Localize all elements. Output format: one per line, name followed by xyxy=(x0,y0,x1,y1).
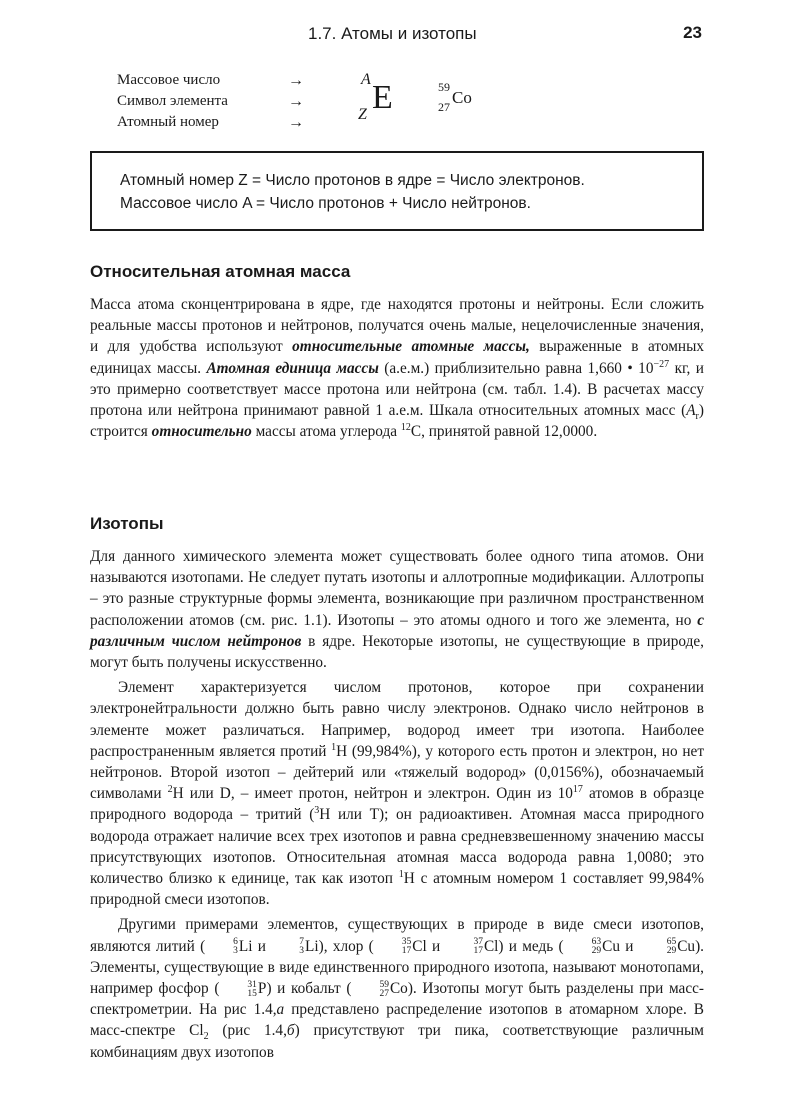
superscript: −27 xyxy=(653,358,670,370)
element-symbol: Cu xyxy=(602,937,620,955)
section-heading-isotopes: Изотопы xyxy=(90,514,164,533)
relative-mass-paragraph xyxy=(90,294,704,442)
nuclide-index xyxy=(639,938,677,956)
emphasis: Атомная единица массы xyxy=(206,359,379,377)
figure-ref-b: б xyxy=(286,1022,295,1040)
number-index: 29 xyxy=(591,946,602,957)
label-atomic-number: Атомный номер xyxy=(117,114,219,130)
number-symbol: Z xyxy=(358,106,367,123)
generic-nuclide-symbol xyxy=(356,68,416,134)
emphasis: относительно xyxy=(151,423,252,441)
notation-arrows xyxy=(288,70,304,133)
element-symbol: Li xyxy=(238,937,253,955)
arrow-right-icon: → xyxy=(288,93,304,110)
notation-labels xyxy=(117,70,228,133)
element-symbol: P xyxy=(257,980,267,998)
mass-index: 37 xyxy=(473,937,483,948)
number-index: 3 xyxy=(233,946,238,957)
text-run: атомов в образце природного водорода – тритий ( xyxy=(90,785,704,824)
text-run: представлено распределение изотопов в атомарном хлоре. В масс-спектре Cl xyxy=(90,1001,704,1040)
nuclide-index xyxy=(351,981,389,999)
paragraph xyxy=(90,546,704,673)
mass-index: 6 xyxy=(233,937,238,948)
definition-box xyxy=(90,151,704,231)
element-symbol: Li xyxy=(305,937,319,955)
text-run: и xyxy=(252,937,272,955)
example-symbol: Co xyxy=(452,88,472,107)
nuclide-index xyxy=(271,938,304,956)
text-run: ), хлор ( xyxy=(318,937,374,955)
paragraph xyxy=(90,294,704,442)
nuclide-index xyxy=(445,938,483,956)
text-run: H или T); он радиоактивен. Атомная масса природного водорода отражает наличие всех трех изотопов и равна средневзвешенному значению массы присутствующих изотопов. Относительная атомная масса водорода равна 1,0080; это количество близко к единице, так как изотоп xyxy=(90,806,705,888)
superscript: 12 xyxy=(400,422,411,434)
text-run: ). Изотопы могут быть разделены при масс-спектрометрии. На рис 1.4, xyxy=(90,980,704,1019)
emphasis: с различным числом нейтронов xyxy=(90,611,704,650)
number-index: 3 xyxy=(299,946,305,957)
number-index: 29 xyxy=(666,946,677,957)
page-number: 23 xyxy=(683,23,702,42)
mass-index: 31 xyxy=(247,979,257,990)
superscript: 3 xyxy=(314,805,320,817)
superscript: 1 xyxy=(331,741,337,753)
text-run: Масса атома сконцентрирована в ядре, где находятся протоны и нейтроны. Если сложить реальные массы протонов и нейтронов, получатся очень малые, нецелочисленные значения, и для удобства используют xyxy=(90,296,704,356)
text-run: H или D, – имеет протон, нейтрон и электрон. Один из 10 xyxy=(172,785,573,803)
number-index: 17 xyxy=(473,946,483,957)
isotopes-body xyxy=(90,546,704,1063)
mass-index: 35 xyxy=(401,937,412,948)
mass-index: 63 xyxy=(591,937,602,948)
superscript: 2 xyxy=(167,784,173,796)
mass-symbol: A xyxy=(361,71,371,88)
text-run: кг, и это примерно соответствует массе протона или нейтрона (см. табл. 1.4). В расчетах массу протона или нейтрона принимают равной 1 а.е.м. Шкала относительных атомных масс ( xyxy=(90,359,704,420)
symbol-ar: A xyxy=(686,402,696,420)
number-index: 27 xyxy=(379,988,389,999)
paragraph xyxy=(90,677,704,910)
superscript: 17 xyxy=(572,784,583,796)
text-run: (а.е.м.) приблизительно равна 1,660 • 10 xyxy=(378,359,654,377)
text-run: и xyxy=(619,937,639,955)
example-mass: 59 xyxy=(438,80,450,94)
arrow-right-icon: → xyxy=(288,114,304,131)
running-header-title: 1.7. Атомы и изотопы xyxy=(308,24,477,43)
text-run: и xyxy=(426,937,446,955)
example-number: 27 xyxy=(438,100,450,114)
mass-index: 7 xyxy=(299,937,305,948)
text-run: выраженные в атомных единицах массы. xyxy=(90,338,705,377)
text-run: массы атома углерода xyxy=(251,423,401,441)
mass-index: 65 xyxy=(666,937,677,948)
superscript: 1 xyxy=(398,868,404,880)
definition-mass-number: Массовое число A = Число протонов + Число нейтронов. xyxy=(120,195,531,212)
element-symbol: Cl xyxy=(483,937,499,955)
label-element-symbol: Символ элемента xyxy=(117,93,228,109)
definition-atomic-number: Атомный номер Z = Число протонов в ядре = Число электронов. xyxy=(120,172,585,189)
text-run: ) и кобальт ( xyxy=(266,980,352,998)
text-run: C, принятой равной 12,0000. xyxy=(410,423,598,441)
section-heading-relative-mass: Относительная атомная масса xyxy=(90,262,351,281)
text-run: H (99,984%), у которого есть протон и электрон, но нет нейтронов. Второй изотоп – дейтерий или «тяжелый водород» (0,0156%), обозначаемый символами xyxy=(90,742,704,803)
element-symbol: Cl xyxy=(412,937,427,955)
text-run: Другими примерами элементов, существующих в природе в виде смеси изотопов, являются литий ( xyxy=(90,916,704,955)
label-mass-number: Массовое число xyxy=(117,72,221,88)
text-run: ). Элементы, существующие в виде единственного природного изотопа, называют монотопами, например фосфор ( xyxy=(90,937,704,998)
number-index: 17 xyxy=(401,946,412,957)
element-symbol: Cu xyxy=(677,937,696,955)
text-run: ) и медь ( xyxy=(498,937,564,955)
element-symbol: Co xyxy=(389,980,408,998)
text-run: H с атомным номером 1 составляет 99,984% природной смеси изотопов. xyxy=(90,870,704,909)
text-run: Элемент характеризуется числом протонов, которое при сохранении электронейтральности должно быть равно числу электронов. Однако число нейтронов в элементе может различаться. Например, водород имеет три изотопа. Наиболее распространенным является протий xyxy=(90,679,704,760)
figure-ref-a: а xyxy=(276,1001,285,1019)
text-run: ) присутствуют три пика, соответствующие различным комбинациям двух изотопов xyxy=(90,1022,704,1061)
element-symbol: E xyxy=(372,79,393,116)
example-nuclide-cobalt xyxy=(438,80,498,120)
subscript: r xyxy=(695,411,699,423)
nuclide-index xyxy=(205,938,238,956)
nuclide-index xyxy=(564,938,602,956)
text-run: (рис 1.4, xyxy=(208,1022,287,1040)
number-index: 15 xyxy=(247,988,257,999)
paragraph xyxy=(90,914,704,1062)
nuclide-index xyxy=(374,938,412,956)
mass-index: 59 xyxy=(379,979,389,990)
arrow-right-icon: → xyxy=(288,72,304,89)
text-run: в ядре. Некоторые изотопы, не существующие в природе, могут быть получены искусственно. xyxy=(90,632,704,672)
emphasis: относительные атомные массы, xyxy=(292,338,530,356)
nuclide-index xyxy=(219,981,257,999)
text-run: Для данного химического элемента может существовать более одного типа атомов. Они называются изотопами. Не следует путать изотопы и аллотропные модификации. Аллотропы – это разные структурные формы элемента, возникающие при различном пространственном расположении атомов (см. рис. 1.1). Изотопы – это атомы одного и того же элемента, но xyxy=(90,548,704,629)
text-run: ) строится xyxy=(90,402,704,441)
subscript: 2 xyxy=(203,1031,209,1043)
